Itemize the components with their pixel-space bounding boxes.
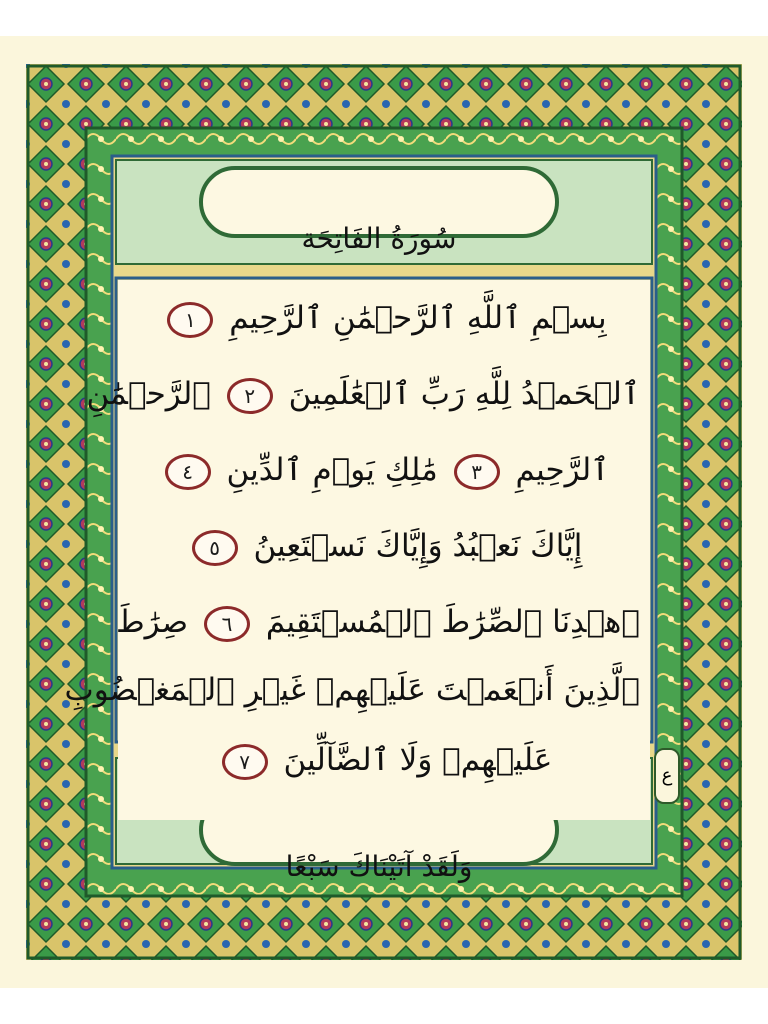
verse-text: مَٰلِكِ يَوۡمِ ٱلدِّينِ [226,452,438,488]
verse-text: ٱلرَّحِيمِ [515,452,610,488]
verse-line-2 [86,376,640,436]
verse-text: إِيَّاكَ نَعۡبُدُ وَإِيَّاكَ نَسۡتَعِينُ [253,528,583,564]
verse-line-6 [64,672,640,732]
surah-title-cartouche [201,204,557,272]
verse-number-marker: ٦ [204,606,250,642]
surah-title: سُورَةُ الفَاتِحَة [301,221,457,255]
verse-text: بِسۡمِ ٱللَّهِ ٱلرَّحۡمَٰنِ ٱلرَّحِيمِ [229,300,607,336]
verse-line-5 [116,604,640,664]
ruku-marker: ع [654,748,680,804]
verse-number-marker: ٧ [222,744,268,780]
verse-text: ٱلرَّحۡمَٰنِ [86,376,211,412]
verse-number-marker: ٣ [454,454,500,490]
verse-line-1 [128,300,640,360]
footer-caption: وَلَقَدْ آتَيْنَاكَ سَبْعًا [285,849,473,883]
verse-text: عَلَيۡهِمۡ وَلَا ٱلضَّآلِّينَ [283,742,553,778]
verse-number-marker: ٥ [192,530,238,566]
verse-line-7 [128,742,640,802]
verse-line-3 [128,452,640,512]
verse-line-4 [128,528,640,588]
mushaf-page [0,36,768,988]
verse-number-marker: ٤ [165,454,211,490]
verse-text: ٱلۡحَمۡدُ لِلَّهِ رَبِّ ٱلۡعَٰلَمِينَ [288,376,640,412]
verse-text: صِرَٰطَ [116,604,189,640]
verse-text: ٱلَّذِينَ أَنۡعَمۡتَ عَلَيۡهِمۡ غَيۡرِ ٱلۡمَغۡضُوبِ [64,672,640,708]
verse-number-marker: ٢ [227,378,273,414]
verse-text: ٱهۡدِنَا ٱلصِّرَٰطَ ٱلۡمُسۡتَقِيمَ [265,604,640,640]
verse-number-marker: ١ [167,302,213,338]
footer-cartouche [201,832,557,900]
